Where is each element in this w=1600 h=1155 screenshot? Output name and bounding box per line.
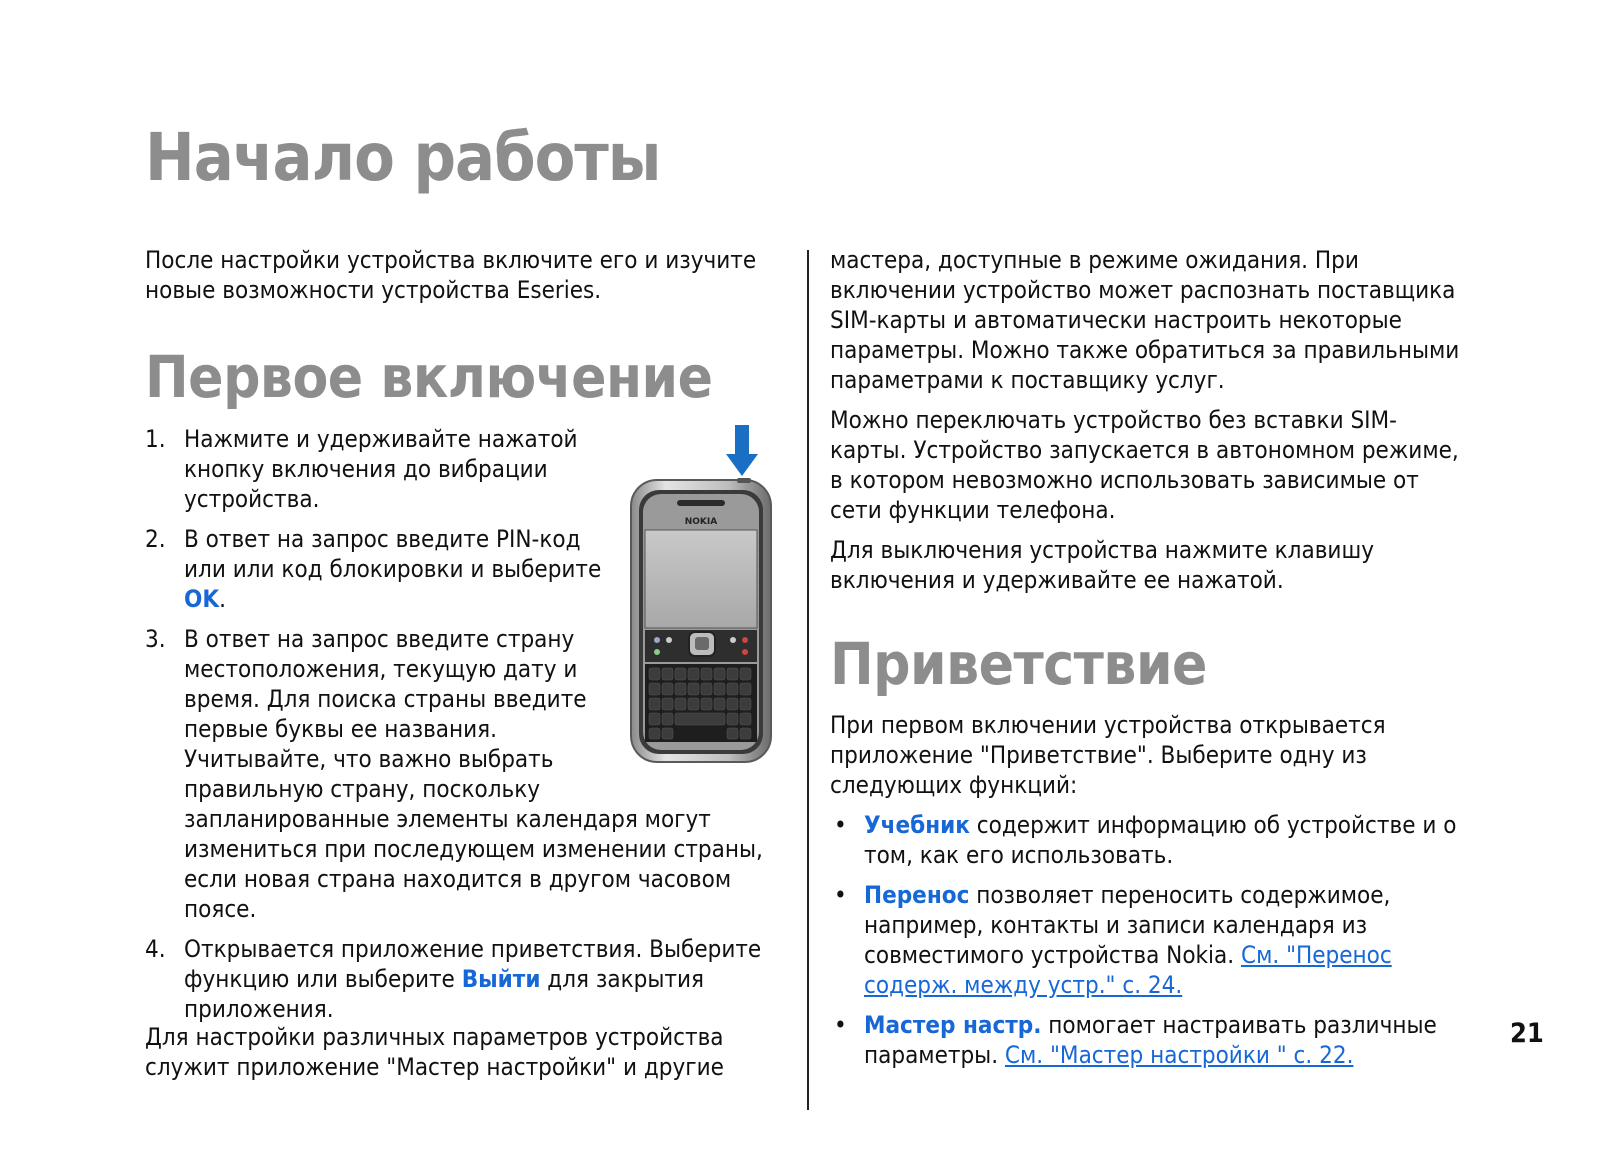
section-heading-welcome: Приветствие xyxy=(830,630,1207,698)
intro-text: После настройки устройства включите его и изучите новые возможности устройства Eseries. xyxy=(145,246,757,304)
column-divider xyxy=(807,250,809,1110)
step-text-part: запланированные элементы календаря могут измениться при последующем изменении страны, если новая страна находится в другом часовом поясе. xyxy=(184,805,763,923)
bullet: • xyxy=(834,811,847,839)
step-text: Открывается приложение приветствия. Выберите функцию или выберите xyxy=(184,935,762,993)
exit-option[interactable]: Выйти xyxy=(461,965,541,993)
item-text: содержит информацию об устройстве и о том, как его использовать. xyxy=(864,811,1457,869)
list-item xyxy=(830,880,1470,1000)
power-off-paragraph: Для выключения устройства нажмите клавишу включения и удерживайте ее нажатой. xyxy=(830,536,1374,594)
step-text-part: В ответ на запрос введите страну местоположения, текущую дату и время. Для поиска страны введите первые буквы ее названия. Учитывайте, что важно выбрать правильную страну, поскольку xyxy=(184,625,587,803)
wizards-paragraph: мастера, доступные в режиме ожидания. При включении устройство может распознать поставщика SIM-карты и автоматически настроить некоторые параметры. Можно также обратиться за правильными параметрами к поставщику услуг. xyxy=(830,246,1460,394)
ok-option[interactable]: OK xyxy=(184,585,220,613)
list-item xyxy=(830,810,1470,870)
bullet: • xyxy=(834,1011,847,1039)
phone-illustration xyxy=(625,420,795,765)
step-text-end: для закрытия приложения. xyxy=(184,965,704,1023)
right-column-text xyxy=(830,245,1470,595)
step-text-end: . xyxy=(219,585,226,613)
setup-wizard-page-link[interactable]: См. "Мастер настройки " с. 22. xyxy=(1004,1041,1354,1069)
item-text: помогает настраивать различные параметры. xyxy=(864,1011,1437,1069)
tutorial-option[interactable]: Учебник xyxy=(864,811,970,839)
step-text: В ответ на запрос введите PIN-код или или код блокировки и выберите xyxy=(184,525,602,583)
step-text: Нажмите и удерживайте нажатой кнопку включения до вибрации устройства. xyxy=(184,425,578,513)
welcome-block xyxy=(830,710,1470,1080)
item-text: позволяет переносить содержимое, например, контакты и записи календаря из совместимого устройства Nokia. xyxy=(864,881,1391,969)
setup-wizard-text: Для настройки различных параметров устройства служит приложение "Мастер настройки" и другие xyxy=(145,1023,724,1081)
list-item xyxy=(145,424,624,514)
step-number: 3. xyxy=(145,625,166,653)
nokia-phone-image xyxy=(625,420,795,765)
step-number: 4. xyxy=(145,935,166,963)
phone-brand-label: NOKIA xyxy=(684,517,718,527)
no-sim-paragraph: Можно переключать устройство без вставки SIM-карты. Устройство запускается в автономном режиме, в котором невозможно использовать зависимые от сети функции телефона. xyxy=(830,406,1459,524)
list-item xyxy=(830,1010,1470,1070)
list-item xyxy=(145,524,624,614)
setup-wizard-option[interactable]: Мастер настр. xyxy=(864,1011,1042,1039)
page-number: 21 xyxy=(1510,1018,1544,1049)
list-item xyxy=(145,934,804,1024)
welcome-functions-list xyxy=(830,810,1470,1070)
page-title: Начало работы xyxy=(145,119,661,196)
transfer-option[interactable]: Перенос xyxy=(864,881,970,909)
power-arrow-icon xyxy=(726,425,758,476)
welcome-intro: При первом включении устройства открывается приложение "Приветствие". Выберите одну из следующих функций: xyxy=(830,711,1386,799)
bullet: • xyxy=(834,881,847,909)
transfer-page-link[interactable]: См. "Перенос содерж. между устр." с. 24. xyxy=(864,941,1392,999)
step-number: 2. xyxy=(145,525,166,553)
step-number: 1. xyxy=(145,425,166,453)
section-heading-first-power-on: Первое включение xyxy=(145,343,713,411)
